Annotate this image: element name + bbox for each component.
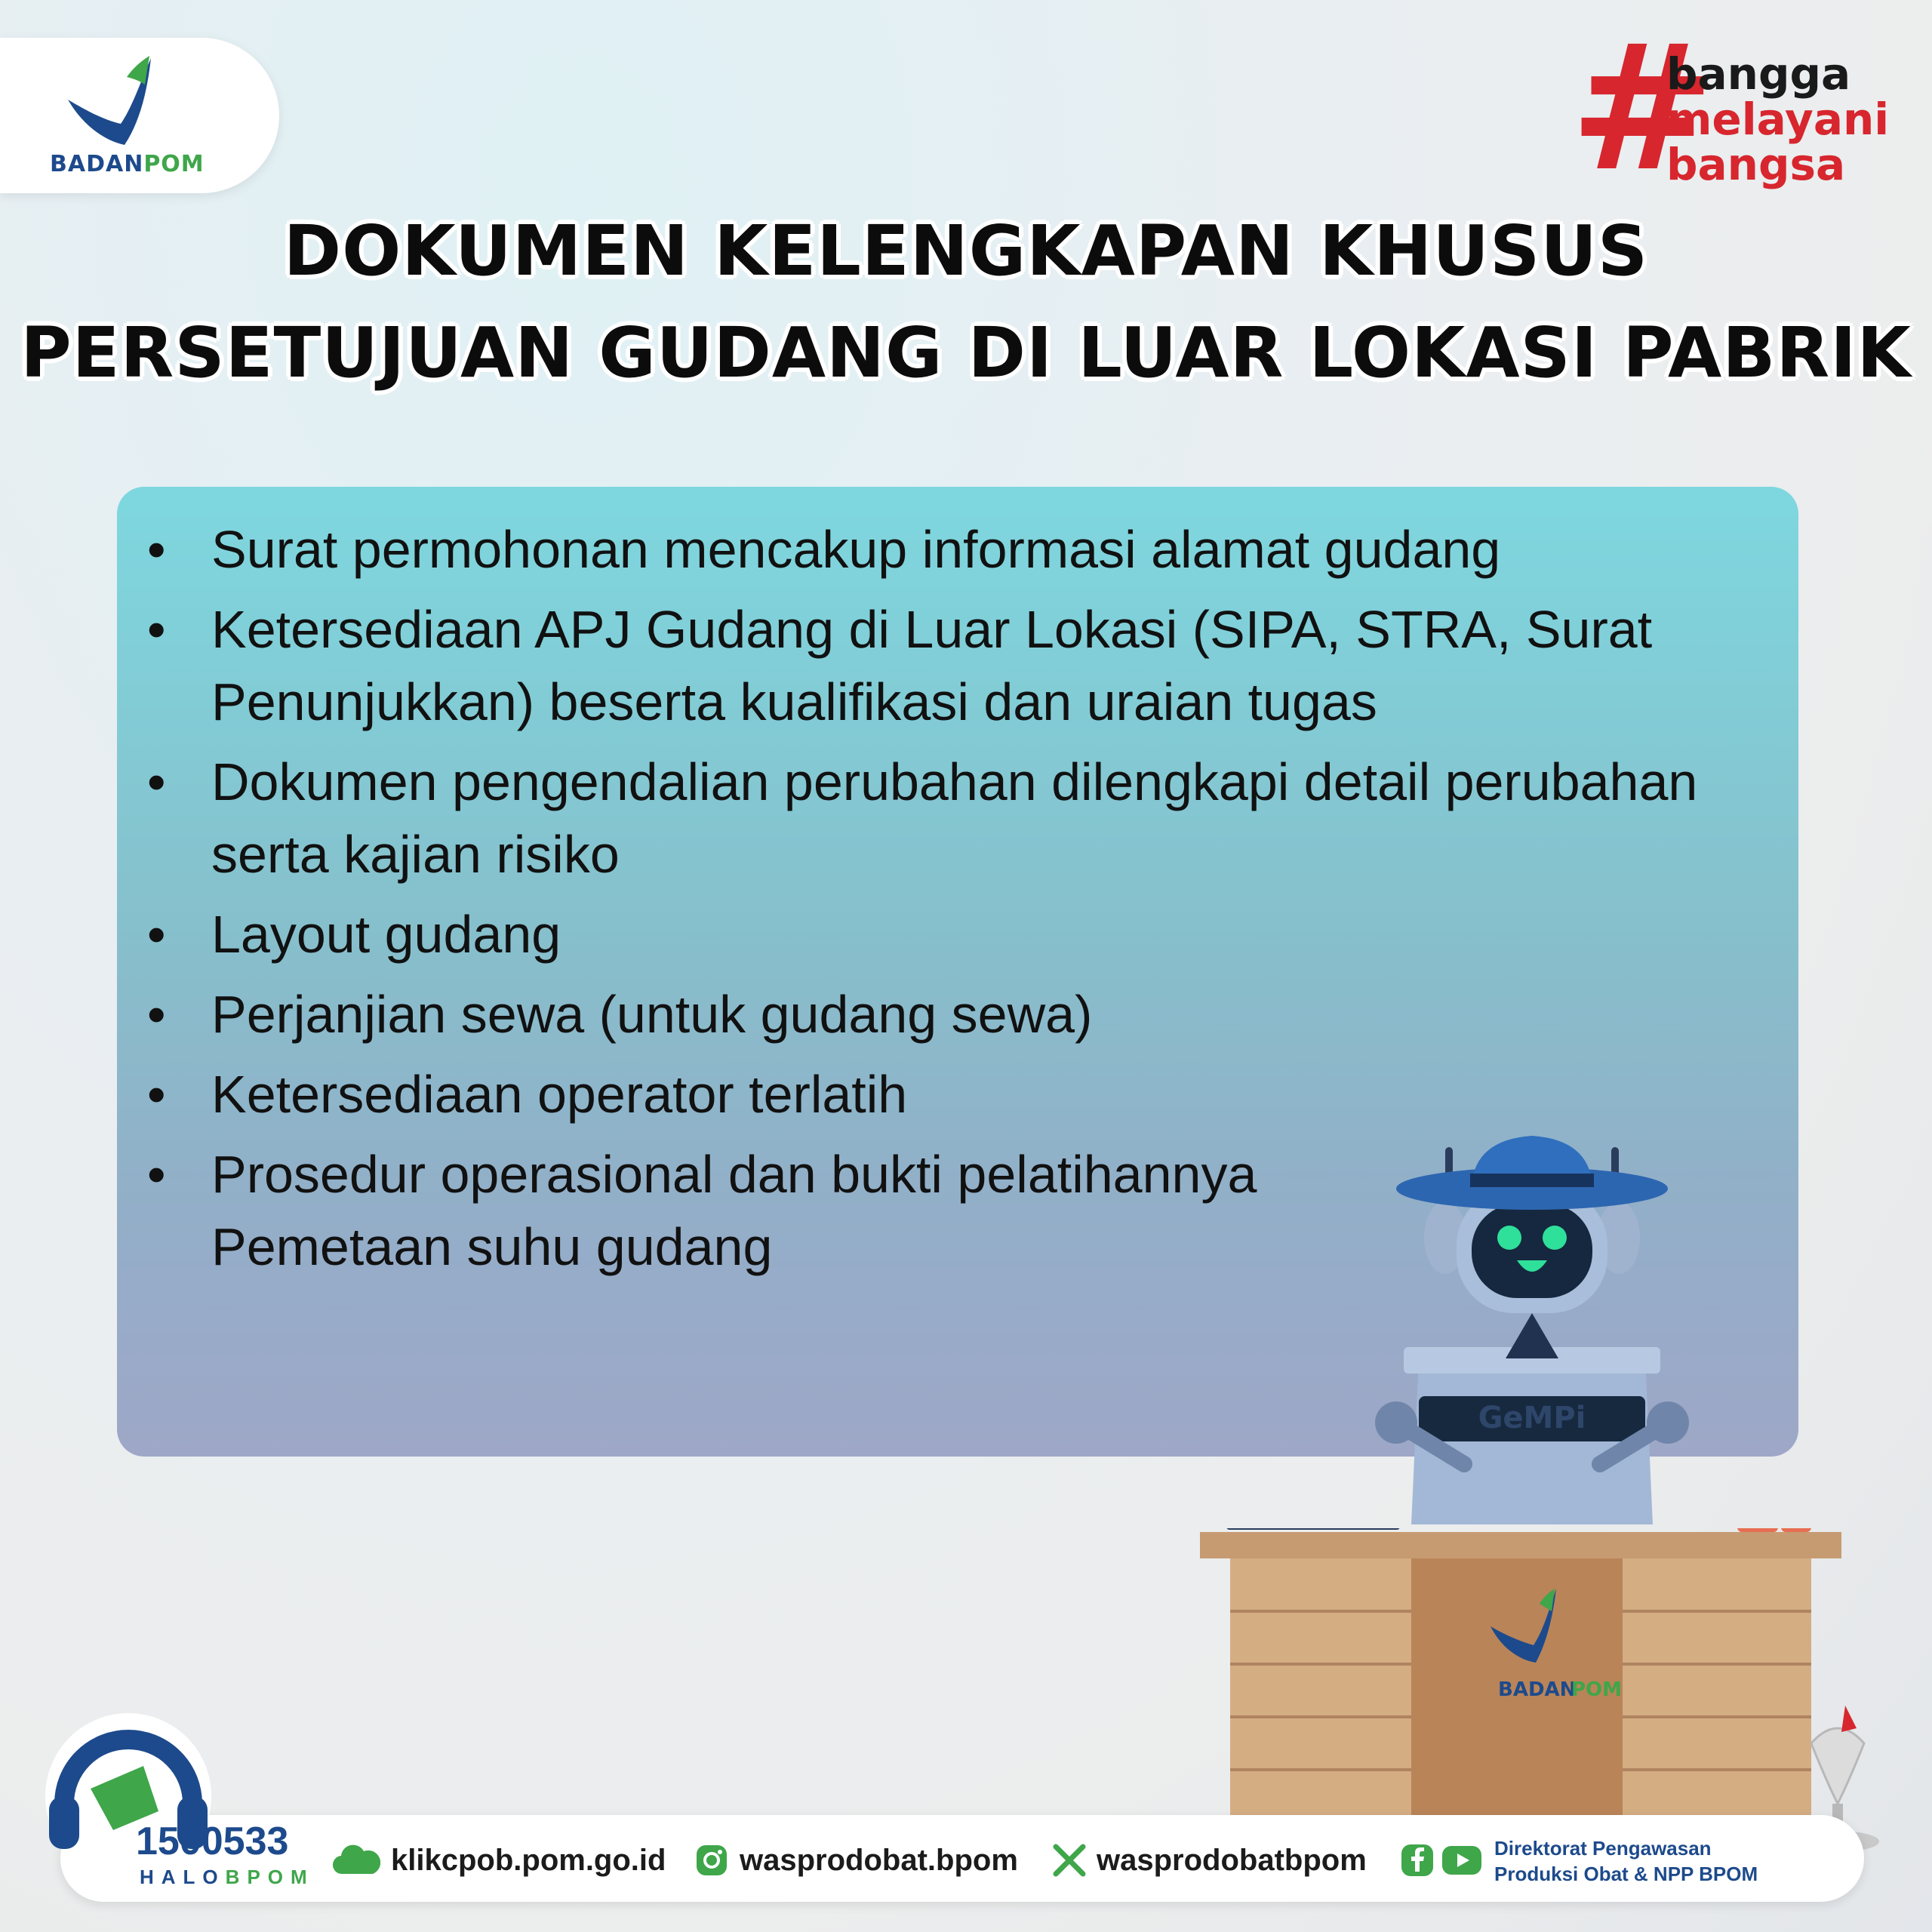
list-item-text: Ketersediaan APJ Gudang di Luar Lokasi (SIPA, STRA, Surat Penunjukkan) beserta kualifikasi dan uraian tugas bbox=[211, 600, 1653, 731]
desk-logo-word-badan: BADAN bbox=[1498, 1678, 1577, 1701]
page-title bbox=[0, 200, 1932, 404]
list-item bbox=[117, 593, 1751, 738]
desk-logo-word-pom: POM bbox=[1571, 1678, 1623, 1701]
hotline-number: 1500533 bbox=[136, 1820, 289, 1863]
footer-directorate-line-1: Direktorat Pengawasan bbox=[1494, 1837, 1712, 1860]
footer-x-account[interactable] bbox=[1053, 1838, 1367, 1883]
hashtag-symbol: # bbox=[1570, 8, 1715, 210]
instagram-icon bbox=[694, 1843, 729, 1878]
hashtag-line-3: bangsa bbox=[1666, 139, 1846, 190]
list-item-text: Perjanjian sewa (untuk gudang sewa) bbox=[211, 985, 1093, 1044]
logo-wordmark bbox=[50, 151, 205, 177]
facebook-icon[interactable] bbox=[1400, 1843, 1435, 1878]
hashtag-line-2: melayani bbox=[1666, 94, 1890, 145]
badan-pom-logo-icon bbox=[60, 54, 166, 152]
badan-pom-logo-tab bbox=[0, 38, 279, 193]
list-item bbox=[117, 898, 1751, 971]
footer-directorate-line-2: Produksi Obat & NPP BPOM bbox=[1494, 1863, 1758, 1885]
hotline-label bbox=[140, 1866, 315, 1889]
list-item bbox=[117, 1138, 1494, 1283]
list-item-text: Dokumen pengendalian perubahan dilengkapi detail perubahan serta kajian risiko bbox=[211, 752, 1698, 884]
footer-social-icons bbox=[1400, 1838, 1483, 1883]
list-item-text: Prosedur operasional dan bukti pelatihannya Pemetaan suhu gudang bbox=[211, 1145, 1257, 1276]
footer-website[interactable] bbox=[332, 1838, 666, 1883]
hashtag-line-1: bangga bbox=[1666, 48, 1851, 100]
logo-word-pom: POM bbox=[143, 151, 205, 177]
list-item-text: Layout gudang bbox=[211, 905, 561, 964]
page-title-line-1: DOKUMEN KELENGKAPAN KHUSUS bbox=[283, 211, 1649, 291]
bullet: • bbox=[147, 1145, 166, 1204]
footer-instagram[interactable] bbox=[694, 1838, 1018, 1883]
bullet: • bbox=[147, 600, 166, 659]
list-item bbox=[117, 746, 1751, 891]
footer-directorate bbox=[1494, 1835, 1758, 1887]
footer-x-text[interactable]: wasprodobatbpom bbox=[1097, 1843, 1367, 1877]
footer-website-text[interactable]: klikcpob.pom.go.id bbox=[391, 1843, 666, 1877]
youtube-icon[interactable] bbox=[1441, 1844, 1483, 1876]
page-title-line-2: PERSETUJUAN GUDANG DI LUAR LOKASI PABRIK bbox=[20, 312, 1912, 393]
footer-instagram-text[interactable]: wasprodobat.bpom bbox=[740, 1843, 1018, 1877]
x-icon bbox=[1053, 1844, 1086, 1877]
bullet: • bbox=[147, 752, 166, 811]
list-item bbox=[117, 1058, 1494, 1131]
bullet: • bbox=[147, 520, 166, 579]
bullet: • bbox=[147, 1065, 166, 1124]
desk-illustration bbox=[1200, 1528, 1849, 1815]
list-item-text: Surat permohonan mencakup informasi alamat gudang bbox=[211, 520, 1501, 579]
cloud-icon bbox=[332, 1844, 380, 1877]
list-item-text: Ketersediaan operator terlatih bbox=[211, 1065, 908, 1124]
list-item bbox=[117, 978, 1494, 1051]
robot-chest-text: GeMPi bbox=[1478, 1401, 1586, 1435]
hotline-label-bpom: BPOM bbox=[225, 1866, 315, 1888]
robot-mascot-illustration bbox=[1374, 1132, 1736, 1540]
hashtag-bangga-melayani-bangsa bbox=[1570, 8, 1890, 210]
list-item bbox=[117, 513, 1751, 586]
hotline-label-halo: HALO bbox=[140, 1866, 226, 1888]
halo-bpom-hotline bbox=[30, 1698, 315, 1909]
logo-word-badan: BADAN bbox=[50, 151, 144, 177]
bullet: • bbox=[147, 985, 166, 1044]
bullet: • bbox=[147, 905, 166, 964]
